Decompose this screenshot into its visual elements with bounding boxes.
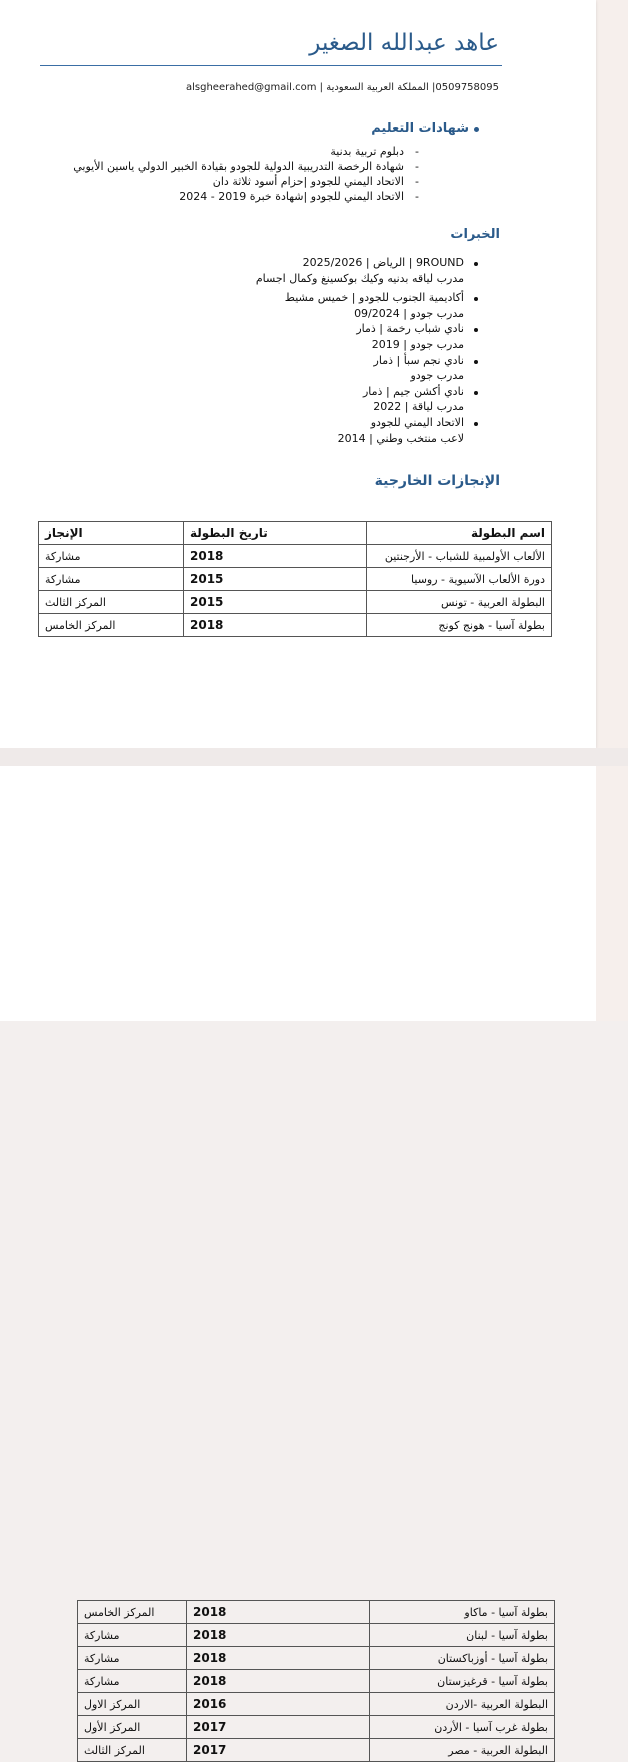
cell-tournament-name: بطولة غرب آسيا - الأردن bbox=[370, 1716, 555, 1739]
table-row bbox=[39, 568, 552, 591]
viewer-background-strip bbox=[596, 0, 628, 1021]
achievements-heading: الإنجازات الخارجية bbox=[374, 473, 500, 489]
achievements-table bbox=[38, 521, 552, 637]
cell-tournament-name: البطولة العربية -الاردن bbox=[370, 1693, 555, 1716]
table-row bbox=[78, 1739, 555, 1762]
cell-achievement: المركز الاول bbox=[78, 1693, 187, 1716]
cell-tournament-name: بطولة آسيا - أوزباكستان bbox=[370, 1647, 555, 1670]
document-page-1 bbox=[0, 0, 596, 748]
cell-tournament-name: بطولة آسيا - لبنان bbox=[370, 1624, 555, 1647]
cell-tournament-name: بطولة آسيا - ماكاو bbox=[370, 1601, 555, 1624]
education-item: -الاتحاد اليمني للجودو |حزام أسود ثلاثة دان bbox=[212, 175, 419, 188]
cell-achievement: المركز الثالث bbox=[39, 591, 184, 614]
cell-tournament-name: دورة الألعاب الآسيوية - روسيا bbox=[367, 568, 552, 591]
table-row bbox=[39, 545, 552, 568]
cell-tournament-name: البطولة العربية - مصر bbox=[370, 1739, 555, 1762]
cell-tournament-name: بطولة آسيا - قرغيزستان bbox=[370, 1670, 555, 1693]
cell-tournament-date: 2017 bbox=[187, 1716, 370, 1739]
table-row bbox=[78, 1670, 555, 1693]
cell-tournament-date: 2018 bbox=[187, 1601, 370, 1624]
cell-tournament-name: البطولة العربية - تونس bbox=[367, 591, 552, 614]
cell-achievement: مشاركة bbox=[39, 545, 184, 568]
table-header-row bbox=[39, 522, 552, 545]
cell-tournament-date: 2015 bbox=[184, 568, 367, 591]
table-row bbox=[39, 591, 552, 614]
header-divider bbox=[40, 65, 502, 66]
cell-tournament-date: 2018 bbox=[187, 1624, 370, 1647]
cell-tournament-date: 2018 bbox=[187, 1647, 370, 1670]
cell-tournament-date: 2018 bbox=[184, 545, 367, 568]
cell-achievement: المركز الثالث bbox=[78, 1739, 187, 1762]
cell-tournament-name: الألعاب الأولمبية للشباب - الأرجنتين bbox=[367, 545, 552, 568]
experience-item: أكاديمية الجنوب للجودو | خميس مشيط مدرب جودو | 09/2024 bbox=[256, 290, 464, 321]
cell-achievement: المركز الخامس bbox=[78, 1601, 187, 1624]
experience-item: نادي أكشن جيم | ذمار مدرب لياقة | 2022 bbox=[256, 384, 464, 415]
cell-achievement: المركز الأول bbox=[78, 1716, 187, 1739]
cell-achievement: مشاركة bbox=[78, 1670, 187, 1693]
education-item: -دبلوم تربية بدنية bbox=[330, 145, 419, 158]
table-row bbox=[78, 1647, 555, 1670]
experience-item: نادي نجم سبأ | ذمار مدرب جودو bbox=[256, 353, 464, 384]
cell-achievement: مشاركة bbox=[39, 568, 184, 591]
page-gap bbox=[0, 748, 628, 766]
cell-tournament-name: بطولة آسيا - هونج كونج bbox=[367, 614, 552, 637]
cell-tournament-date: 2016 bbox=[187, 1693, 370, 1716]
resume-name: عاهد عبدالله الصغير bbox=[309, 30, 499, 56]
education-item: -شهادة الرخصة التدريبية الدولية للجودو بقيادة الخبير الدولي ياسين الأيوبي bbox=[73, 160, 419, 173]
achievements-table-continued bbox=[77, 1600, 555, 1762]
experience-item: الاتحاد اليمني للجودو لاعب منتخب وطني | 2014 bbox=[256, 415, 464, 446]
experience-list bbox=[256, 255, 464, 446]
table-row bbox=[78, 1624, 555, 1647]
experience-item: نادي شباب رخمة | ذمار مدرب جودو | 2019 bbox=[256, 321, 464, 352]
header-achievement: الإنجاز bbox=[39, 522, 184, 545]
education-list bbox=[73, 144, 424, 204]
cell-achievement: مشاركة bbox=[78, 1624, 187, 1647]
section-bullet-icon bbox=[474, 127, 479, 132]
cell-achievement: المركز الخامس bbox=[39, 614, 184, 637]
education-item: -الاتحاد اليمني للجودو |شهادة خبرة 2019 - 2024 bbox=[179, 190, 419, 203]
table-row bbox=[78, 1601, 555, 1624]
header-tournament-date: تاريخ البطولة bbox=[184, 522, 367, 545]
table-row bbox=[78, 1716, 555, 1739]
cell-tournament-date: 2018 bbox=[187, 1670, 370, 1693]
contact-line: 0509758095| المملكة العربية السعودية | alsgheerahed@gmail.com bbox=[185, 82, 499, 93]
cell-achievement: مشاركة bbox=[78, 1647, 187, 1670]
table-row bbox=[39, 614, 552, 637]
table-row bbox=[78, 1693, 555, 1716]
education-heading: شهادات التعليم bbox=[371, 121, 469, 136]
cell-tournament-date: 2017 bbox=[187, 1739, 370, 1762]
cell-tournament-date: 2015 bbox=[184, 591, 367, 614]
cell-tournament-date: 2018 bbox=[184, 614, 367, 637]
document-page-2 bbox=[0, 766, 596, 1757]
header-tournament-name: اسم البطولة bbox=[367, 522, 552, 545]
experience-heading: الخبرات bbox=[450, 227, 500, 242]
experience-item: 9ROUND | الرياض | 2025/2026 مدرب لياقه بدنيه وكيك بوكسينغ وكمال اجسام bbox=[256, 255, 464, 286]
